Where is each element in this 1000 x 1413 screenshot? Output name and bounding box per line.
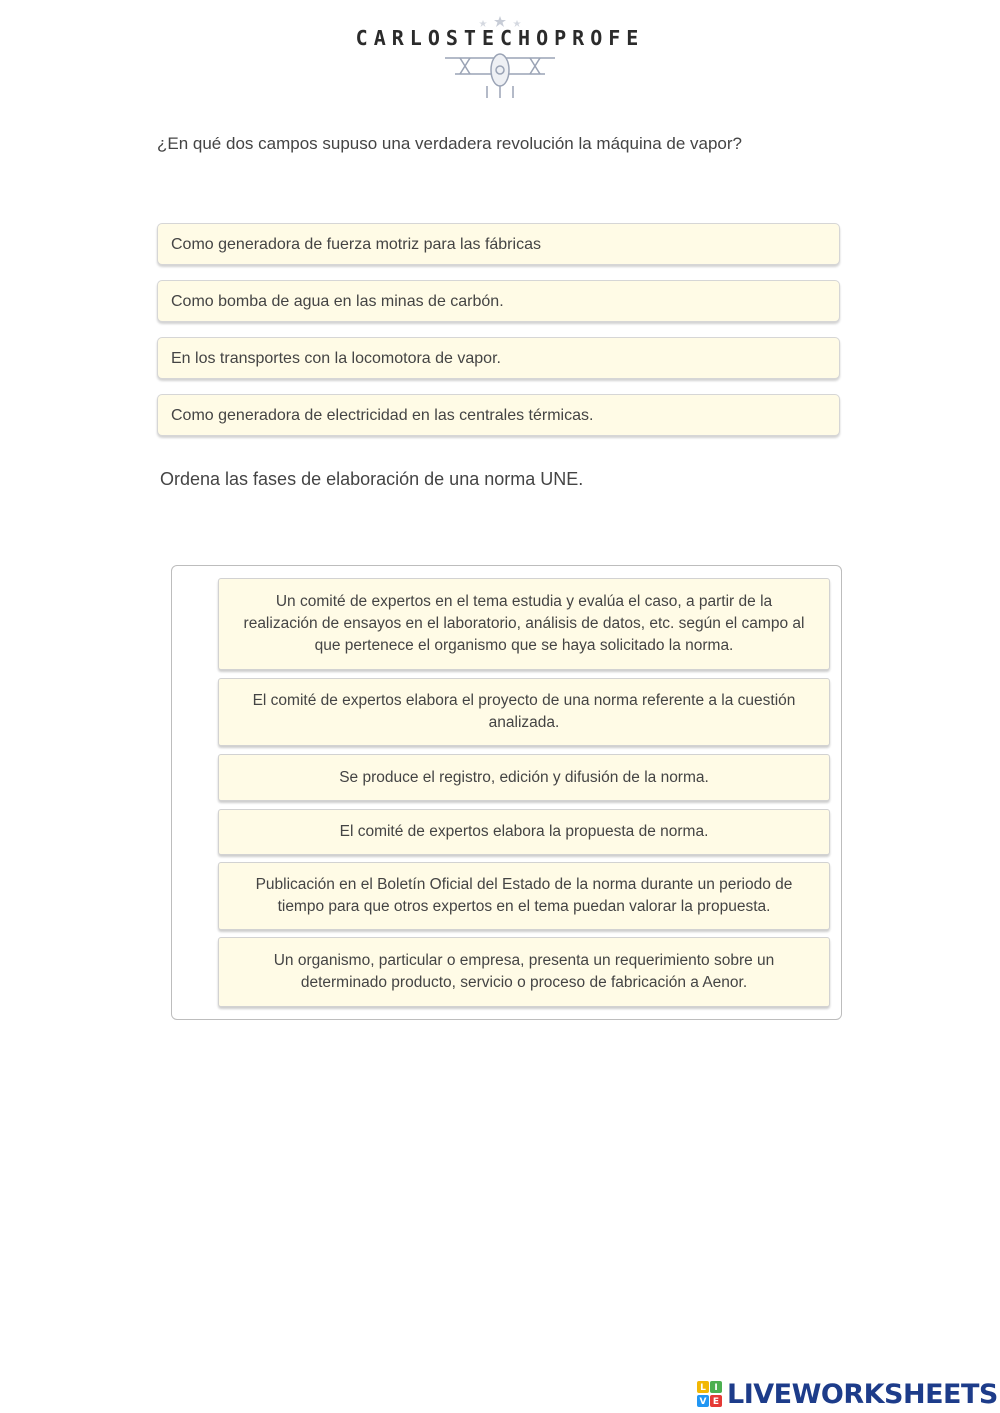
option-2[interactable]: Como bomba de agua en las minas de carbón. bbox=[157, 280, 840, 322]
order-step-4[interactable]: El comité de expertos elabora la propuesta de norma. bbox=[218, 809, 830, 855]
question-2-text: Ordena las fases de elaboración de una norma UNE. bbox=[160, 469, 584, 489]
svg-text:V: V bbox=[699, 1397, 707, 1407]
order-step-3[interactable]: Se produce el registro, edición y difusión de la norma. bbox=[218, 754, 830, 801]
question-1-text: ¿En qué dos campos supuso una verdadera revolución la máquina de vapor? bbox=[157, 134, 742, 153]
brand-text: LIVEWORKSHEETS bbox=[727, 1378, 998, 1410]
order-step-6[interactable]: Un organismo, particular o empresa, presenta un requerimiento sobre un determinado producto, servicio o proceso de fabricación a Aenor. bbox=[218, 937, 830, 1007]
option-3[interactable]: En los transportes con la locomotora de vapor. bbox=[157, 337, 840, 379]
option-4[interactable]: Como generadora de electricidad en las centrales térmicas. bbox=[157, 394, 840, 436]
svg-text:I: I bbox=[714, 1383, 718, 1393]
svg-text:E: E bbox=[712, 1397, 720, 1407]
liveworksheets-logo-icon bbox=[697, 1379, 723, 1409]
order-step-2[interactable]: El comité de expertos elabora el proyecto de una norma referente a la cuestión analizada. bbox=[218, 678, 830, 746]
liveworksheets-brand bbox=[697, 1377, 998, 1411]
order-step-5[interactable]: Publicación en el Boletín Oficial del Estado de la norma durante un periodo de tiempo para que otros expertos en el tema puedan valorar la propuesta. bbox=[218, 862, 830, 930]
site-logo bbox=[350, 12, 650, 102]
order-step-1[interactable]: Un comité de expertos en el tema estudia y evalúa el caso, a partir de la realización de ensayos en el laboratorio, análisis de datos, etc. según el campo al que pertenece el organismo que se haya solicitado la norma. bbox=[218, 578, 830, 670]
svg-text:L: L bbox=[700, 1383, 706, 1393]
logo-text: CARLOSTECHOPROFE bbox=[355, 26, 645, 50]
option-1[interactable]: Como generadora de fuerza motriz para las fábricas bbox=[157, 223, 840, 265]
